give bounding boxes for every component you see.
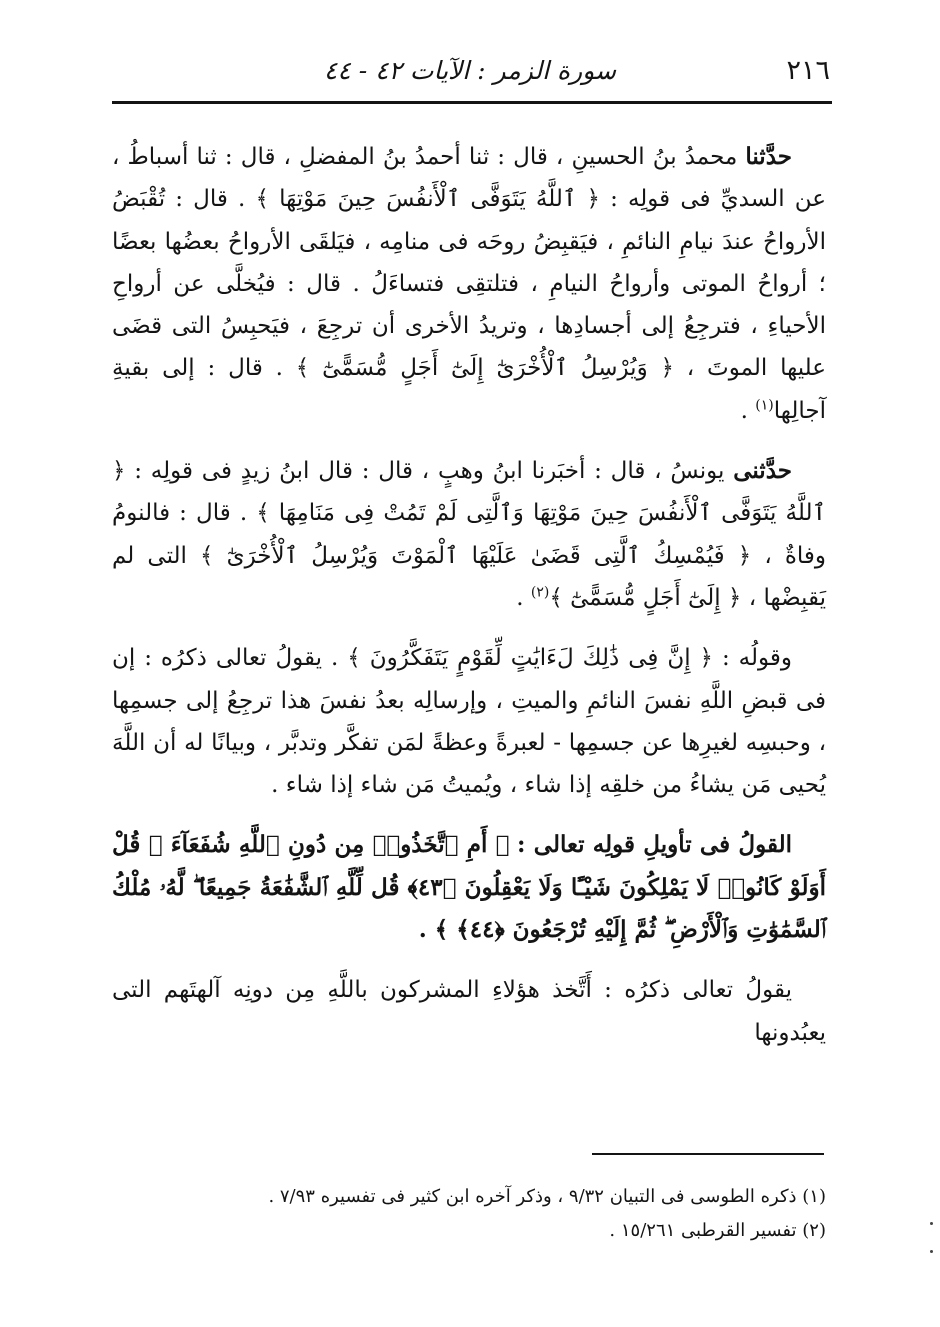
- tawil-heading: القولُ فى تأويلِ قولِه تعالى :: [517, 831, 792, 859]
- main-text: [112, 136, 826, 1068]
- footnote-2: (٢) تفسير القرطبى ١٥/٢٦١ .: [609, 1220, 826, 1241]
- paragraph-text: يونسُ ، قال : أخبَرنا ابنُ وهبٍ ، قال : قال ابنُ زيدٍ فى قولِه : ﴿ ٱللَّهُ يَتَوَفَّى ٱلْأَنفُسَ حِينَ مَوْتِهَا وَٱلَّتِى لَمْ تَمُتْ فِى مَنَامِهَا ﴾ . قال : فالنومُ وفاةٌ ، ﴿ فَيُمْسِكُ ٱلَّتِى قَضَىٰ عَلَيْهَا ٱلْمَوْتَ وَيُرْسِلُ ٱلْأُخْرَىٰٓ ﴾ التى لم يَقبِضْها ، ﴿ إِلَىٰٓ أَجَلٍ مُّسَمًّىٰٓ ﴾: [112, 458, 826, 611]
- running-title: سورة الزمر : الآيات ٤٢ - ٤٤: [323, 56, 617, 85]
- page-header: [110, 52, 830, 96]
- paragraph-tail: .: [740, 397, 756, 424]
- footnote-ref-1[interactable]: (١): [755, 397, 774, 414]
- paragraph-text: محمدُ بنُ الحسينِ ، قال : ثنا أحمدُ بنُ المفضلِ ، قال : ثنا أسباطُ ، عن السديِّ فى قولِه : ﴿ ٱللَّهُ يَتَوَفَّى ٱلْأَنفُسَ حِينَ مَوْتِهَا ﴾ . قال : تُقْبَضُ الأرواحُ عندَ نيامِ النائمِ ، فيَقبِضُ روحَه فى منامِه ، فيَلقَى الأرواحُ بعضُها بعضًا ؛ أرواحُ الموتى وأرواحُ النيامِ ، فتلتقِى فتساءَلُ . قال : فيُخلَّى عن أرواحِ الأحياءِ ، فترجِعُ إلى أجسادِها ، وتريدُ الأخرى أن ترجِعَ ، فيَحبِسُ التى قضَى عليها الموتَ ، ﴿ وَيُرْسِلُ ٱلْأُخْرَىٰٓ إِلَىٰٓ أَجَلٍ مُّسَمًّىٰٓ ﴾ . قال : إلى بقيةِ آجالِها: [112, 144, 826, 424]
- paragraph-text: وقولُه : ﴿ إِنَّ فِى ذَٰلِكَ لَءَايَٰتٍ لِّقَوْمٍ يَتَفَكَّرُونَ ﴾ . يقولُ تعالى ذكرُه : إن فى قبضِ اللَّهِ نفسَ النائمِ والميتِ ، وإرسالِه بعدُ نفسَ هذا ترجِعُ إلى جسمِها ، وحبسِه لغيرِها عن جسمِها - لعبرةً وعظةً لمَن تفكَّر وتدبَّر ، وبيانًا له أن اللَّهَ يُحيى مَن يشاءُ من خلقِه إذا شاء ، ويُميتُ مَن شاء إذا شاء .: [112, 645, 826, 799]
- quran-verse: ﴿ أَمِ ٱتَّخَذُوا۟ مِن دُونِ ٱللَّهِ شُفَعَآءَ ۚ قُلْ أَوَلَوْ كَانُوا۟ لَا يَمْلِكُونَ شَيْـًٔا وَلَا يَعْقِلُونَ ﴿٤٣﴾ قُل لِّلَّهِ ٱلشَّفَٰعَةُ جَمِيعًا ۖ لَّهُۥ مُلْكُ ٱلسَّمَٰوَٰتِ وَٱلْأَرْضِ ۖ ثُمَّ إِلَيْهِ تُرْجَعُونَ ﴿٤٤﴾ ﴾ .: [112, 831, 826, 944]
- scan-speck: [930, 1250, 933, 1253]
- paragraph-tail: .: [516, 584, 531, 611]
- paragraph-5: [112, 969, 826, 1054]
- paragraph-lead: حدَّثنا: [745, 143, 792, 170]
- paragraph-4: [112, 824, 826, 951]
- paragraph-2: [112, 450, 826, 619]
- page-number: ٢١٦: [786, 55, 830, 86]
- footnote-ref-2[interactable]: (٢): [530, 584, 550, 601]
- header-rule: [112, 101, 832, 104]
- paragraph-1: [112, 136, 826, 432]
- paragraph-text: يقولُ تعالى ذكرُه : أَتَّخذ هؤلاءِ المشركون باللَّهِ مِن دونِه آلهتَهم التى يعبُدونها: [112, 977, 826, 1046]
- scan-speck: [930, 1222, 933, 1225]
- paragraph-3: [112, 637, 826, 806]
- footnote-1: (١) ذكره الطوسى فى التبيان ٩/٣٢ ، وذكر آخره ابن كثير فى تفسيره ٧/٩٣ .: [268, 1186, 826, 1207]
- footnote-rule: [592, 1153, 824, 1155]
- paragraph-lead: حدَّثنى: [733, 457, 792, 485]
- footnotes: [112, 1180, 826, 1248]
